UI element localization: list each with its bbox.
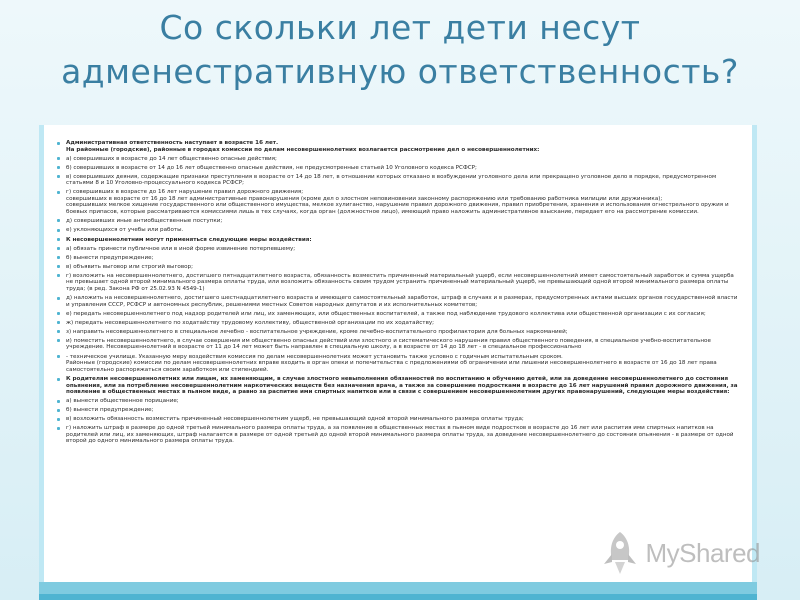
bullet-item: в) объявить выговор или строгий выговор; [66, 264, 738, 271]
content-panel [39, 125, 757, 582]
watermark-text: MyShared [645, 537, 760, 568]
watermark [598, 530, 761, 576]
bullet-item: а) обязать принести публичное или в иной форме извинение потерпевшему; [66, 246, 738, 253]
slide-title: Со скольки лет дети несут адменестративную ответственность? [61, 8, 739, 91]
bullet-item: б) совершивших в возрасте от 14 до 16 лет общественно опасные действия, не предусмотренные статьей 10 Уголовного кодекса РСФСР; [66, 165, 738, 172]
rocket-icon [598, 530, 642, 576]
bullet-item: К несовершеннолетним могут применяться следующие меры воздействия: [66, 237, 738, 244]
bullet-item: д) наложить на несовершеннолетнего, достигшего шестнадцатилетнего возраста и имеющего самостоятельный заработок, штраф в случаях и в размерах, предусмотренных актами высших органов государственной власти и управления СССР, РСФСР и автономных республик, решениями местных Советов народных депутатов и их исполнительных комитетов; [66, 295, 738, 308]
bullet-item: б) вынести предупреждение; [66, 255, 738, 262]
footer-strip-dark [39, 594, 757, 600]
bullet-item: з) направить несовершеннолетнего в специальное лечебно - воспитательное учреждение, кроме лечебно-воспитательного профилактория для больных наркоманией; [66, 329, 738, 336]
bullet-item: а) вынести общественное порицание; [66, 398, 738, 405]
bullet-item: и) поместить несовершеннолетнего, в случае совершения им общественно опасных действий или злостного и систематического нарушения правил общественного поведения, в специальное учебно-воспитательное учреждение. Несовершеннолетний в возрасте от 11 до 14 лет может быть направлен в специальную школу, а в возрасте от 14 до 18 лет - в специальное профессионально [66, 338, 738, 351]
bullet-item: ж) передать несовершеннолетнего по ходатайству трудовому коллективу, общественной организации по их ходатайству; [66, 320, 738, 327]
bullet-item: е) передать несовершеннолетнего под надзор родителей или лиц, их заменяющих, или общественных воспитателей, а также под наблюдение трудового коллектива или общественной организации с их согласия; [66, 311, 738, 318]
bullet-item: г) совершивших в возрасте до 16 лет нарушение правил дорожного движения; совершивших в возрасте от 16 до 18 лет административные правонарушения (кроме дел о злостном неповиновении законному распоряжению или требованию работника милиции или дружинника); совершивших мелкое хищение государственного или общественного имущества, мелкое хулиганство, нарушение правил дорожного движения, правил приобретения, хранения и использования огнестрельного оружия и боевых припасов, которые рассматриваются комиссиями лишь в тех случаях, когда орган (должностное лицо), имеющий право наложить административное взыскание, передает его на рассмотрение комиссии. [66, 189, 738, 215]
bullet-item: е) уклоняющихся от учебы или работы. [66, 227, 738, 234]
bullet-item: а) совершивших в возрасте до 14 лет общественно опасные действия; [66, 156, 738, 163]
bullet-list [44, 125, 752, 445]
bullet-item: б) вынести предупреждение; [66, 407, 738, 414]
bullet-item: - техническое училище. Указанную меру воздействия комиссия по делам несовершеннолетних может установить также условно с годичным испытательным сроком. Районные (городские) комиссии по делам несовершеннолетних вправе входить в орган опеки и попечительства с предложениями об ограничении или лишении несовершеннолетнего в возрасте от 16 до 18 лет права самостоятельно распоряжаться своим заработком или стипендией. [66, 354, 738, 374]
bullet-item: д) совершивших иные антиобщественные поступки; [66, 218, 738, 225]
footer-strip [39, 582, 757, 594]
bullet-item: г) наложить штраф в размере до одной третьей минимального размера оплаты труда, а за появление в общественных местах в пьяном виде подростков в возрасте до 16 лет или распития ими спиртных напитков на родителей или лиц, их заменяющих, штраф налагается в размере от одной третьей до одной второй минимального размера оплаты труда, за доведение несовершеннолетнего до состояния опьянения - в размере от одной второй до одного минимального размера оплаты труда. [66, 425, 738, 445]
bullet-item: в) совершивших деяния, содержащие признаки преступления в возрасте от 14 до 18 лет, в отношении которых отказано в возбуждении уголовного дела или прекращено уголовное дело в порядке, предусмотренном статьями 8 и 10 Уголовно-процессуального кодекса РСФСР; [66, 174, 738, 187]
bullet-item: Административная ответственность наступает в возрасте 16 лет. На районные (городские), районные в городах комиссии по делам несовершеннолетних возлагается рассмотрение дел о несовершеннолетних: [66, 140, 738, 153]
bullet-item: К родителям несовершеннолетних или лицам, их заменяющим, в случае злостного невыполнения обязанностей по воспитанию и обучению детей, или за доведение несовершеннолетнего до состояния опьянения, или за потребление несовершеннолетним наркотических веществ без назначения врача, а также за совершение подростками в возрасте до 16 лет нарушений правил дорожного движения, за появление в общественных местах в пьяном виде, а равно за распитие ими спиртных напитков или в связи с совершением несовершеннолетним других правонарушений, следующие меры воздействия: [66, 376, 738, 395]
bullet-item: в) возложить обязанность возместить причиненный несовершеннолетним ущерб, не превышающий одной второй минимального размера оплаты труда; [66, 416, 738, 423]
bullet-item: г) возложить на несовершеннолетнего, достигшего пятнадцатилетнего возраста, обязанность возместить причиненный материальный ущерб, если несовершеннолетний имеет самостоятельный заработок и сумма ущерба не превышает одной второй минимального размера оплаты труда, или возложить обязанность своим трудом устранить причиненный материальный ущерб, не превышающий одной второй минимального размера оплаты труда; (в ред. Закона РФ от 25.02.93 N 4549-1) [66, 273, 738, 293]
